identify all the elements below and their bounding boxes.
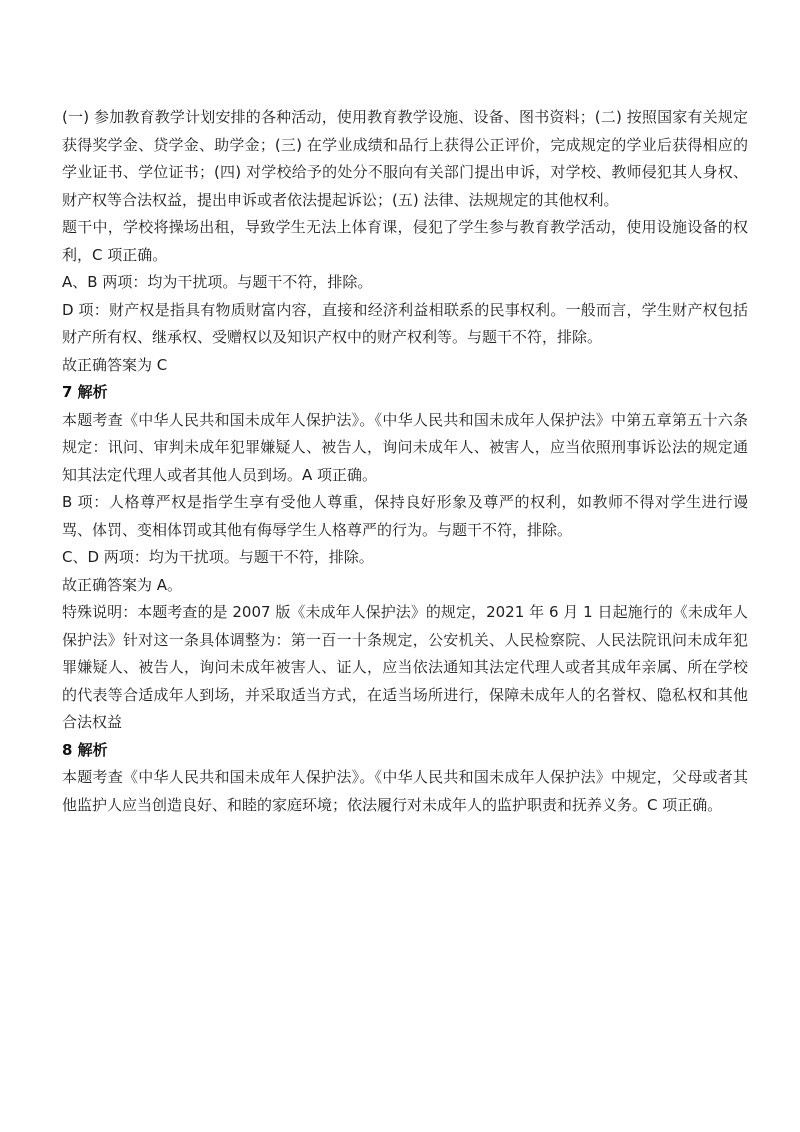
paragraph-q8-intro: 本题考查《中华人民共和国未成年人保护法》。《中华人民共和国未成年人保护法》中规定，父母或者其他监护人应当创造良好、和睦的家庭环境；依法履行对未成年人的监护职责和抚养义务。C 项正确。	[62, 768, 748, 814]
paragraph-stem-analysis: 题干中，学校将操场出租，导致学生无法上体育课，侵犯了学生参与教育教学活动，使用设施设备的权利，C 项正确。	[62, 218, 748, 264]
paragraph-option-d: D 项：财产权是指具有物质财富内容，直接和经济利益相联系的民事权利。一般而言，学生财产权包括财产所有权、继承权、受赠权以及知识产权中的财产权利等。与题干不符，排除。	[62, 300, 748, 346]
section-heading-8: 8 解析	[62, 740, 108, 759]
paragraph-q7-intro: 本题考查《中华人民共和国未成年人保护法》。《中华人民共和国未成年人保护法》中第五章第五十六条规定：讯问、审判未成年犯罪嫌疑人、被告人，询问未成年人、被害人，应当依照刑事诉讼法的规定通知其法定代理人或者其他人员到场。A 项正确。	[62, 410, 748, 484]
paragraph-answer-7: 故正确答案为 A。	[62, 575, 183, 594]
section-heading-7: 7 解析	[62, 383, 108, 401]
paragraph-special-note: 特殊说明：本题考查的是 2007 版《未成年人保护法》的规定，2021 年 6 月 1 日起施行的《未成年人保护法》针对这一条具体调整为：第一百一十条规定，公安机关、人民检察院、人民法院讯问未成年犯罪嫌疑人、被告人，询问未成年被害人、证人，应当依法通知其法定代理人或者其成年亲属、所在学校的代表等合适成年人到场，并采取适当方式，在适当场所进行，保障未成年人的名誉权、隐私权和其他合法权益	[62, 603, 748, 731]
paragraph-student-rights: (一) 参加教育教学计划安排的各种活动，使用教育教学设施、设备、图书资料；(二) 按照国家有关规定获得奖学金、贷学金、助学金；(三) 在学业成绩和品行上获得公正评价，完成规定的学业后获得相应的学业证书、学位证书；(四) 对学校给予的处分不服向有关部门提出申诉，对学校、教师侵犯其人身权、财产权等合法权益，提出申诉或者依法提起诉讼；(五) 法律、法规规定的其他权利。	[62, 108, 748, 209]
paragraph-q7-option-cd: C、D 两项：均为干扰项。与题干不符，排除。	[62, 548, 374, 566]
paragraph-option-ab: A、B 两项：均为干扰项。与题干不符，排除。	[62, 273, 373, 291]
paragraph-q7-option-b: B 项：人格尊严权是指学生享有受他人尊重，保持良好形象及尊严的权利，如教师不得对学生进行谩骂、体罚、变相体罚或其他有侮辱学生人格尊严的行为。与题干不符，排除。	[62, 493, 748, 539]
document-body	[62, 104, 748, 819]
paragraph-answer-6: 故正确答案为 C	[62, 355, 168, 374]
